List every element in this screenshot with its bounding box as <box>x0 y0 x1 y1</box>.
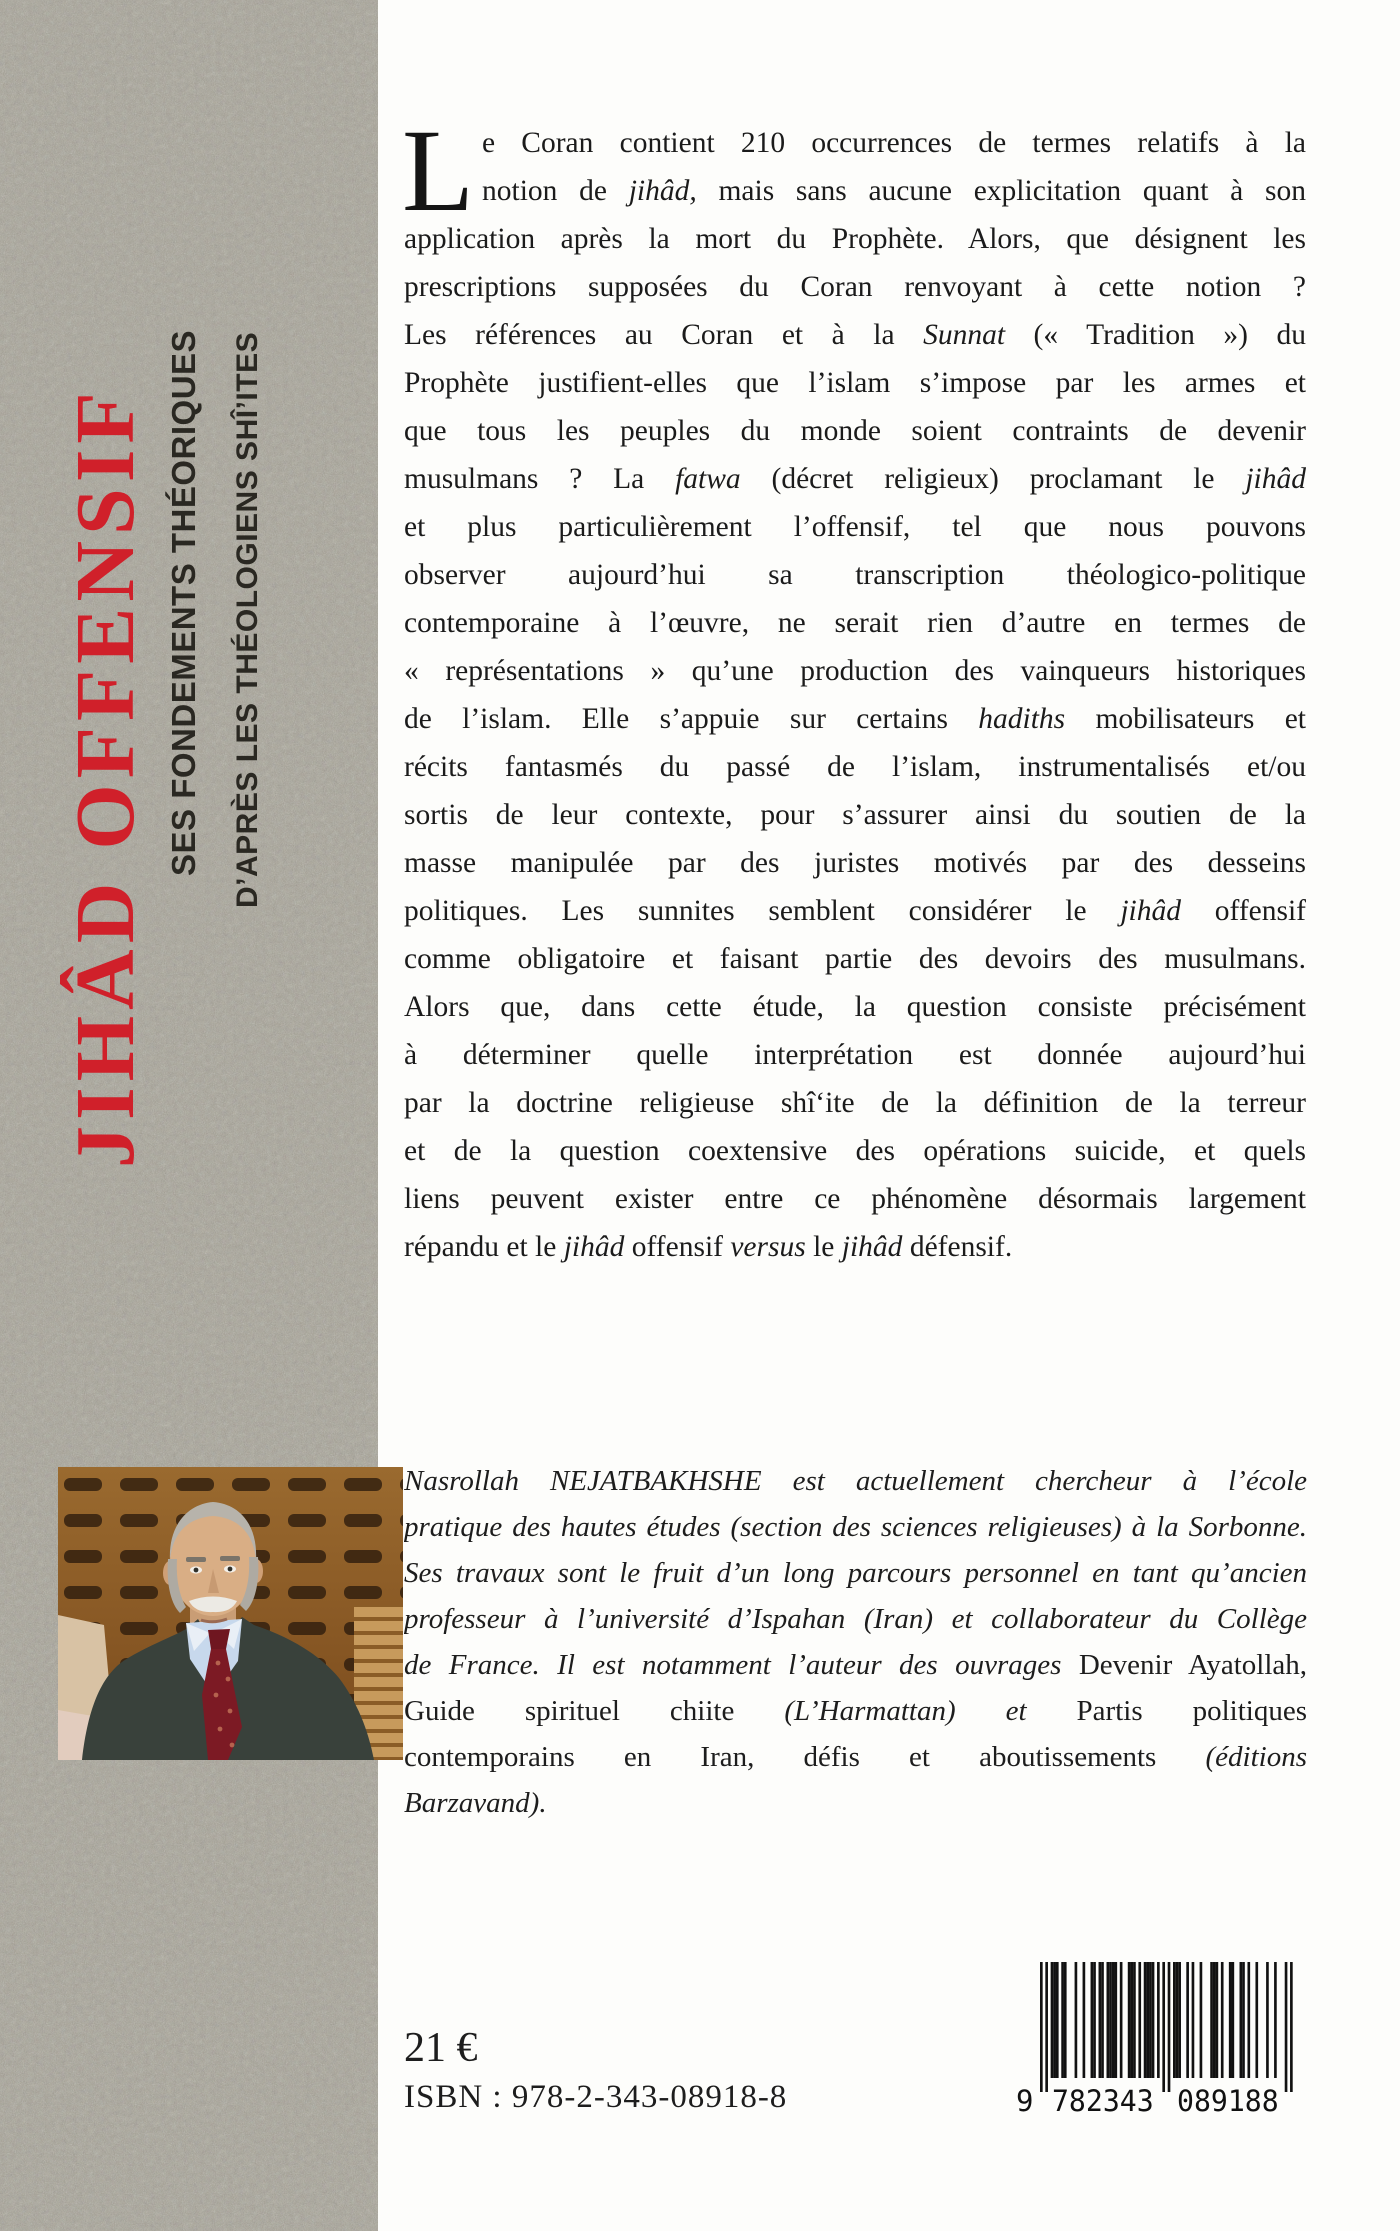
text-line: et plus particulièrement l’offensif, tel que nous pouvons <box>404 511 1306 543</box>
spine-book-title: JIHÂD OFFENSIF <box>59 386 152 1168</box>
price-label: 21 € <box>404 2025 478 2071</box>
isbn-label: ISBN : 978-2-343-08918-8 <box>404 2079 788 2115</box>
text-line: pratique des hautes études (section des sciences religieuses) à la Sorbonne. <box>404 1511 1307 1543</box>
text-line: professeur à l’université d’Ispahan (Iran) et collaborateur du Collège <box>404 1603 1307 1635</box>
text-line: politiques. Les sunnites semblent considérer le jihâd offensif <box>404 895 1306 927</box>
synopsis-text <box>404 119 1306 1271</box>
ean13-barcode <box>1014 1962 1306 2114</box>
text-line: musulmans ? La fatwa (décret religieux) proclamant le jihâd <box>404 463 1306 495</box>
text-line: que tous les peuples du monde soient contraints de devenir <box>404 415 1306 447</box>
text-line: Guide spirituel chiite (L’Harmattan) et Partis politiques <box>404 1695 1307 1727</box>
text-line: Nasrollah NEJATBAKHSHE est actuellement chercheur à l’école <box>404 1465 1307 1497</box>
text-line: Prophète justifient-elles que l’islam s’impose par les armes et <box>404 367 1306 399</box>
synopsis-drop-cap: L <box>402 105 475 236</box>
text-line: à déterminer quelle interprétation est donnée aujourd’hui <box>404 1039 1306 1071</box>
text-line: notion de jihâd, mais sans aucune explicitation quant à son <box>482 175 1306 207</box>
text-line: observer aujourd’hui sa transcription théologico-politique <box>404 559 1306 591</box>
text-line: Barzavand). <box>404 1787 547 1819</box>
text-line: comme obligatoire et faisant partie des devoirs des musulmans. <box>404 943 1306 975</box>
text-line: récits fantasmés du passé de l’islam, instrumentalisés et/ou <box>404 751 1306 783</box>
text-line: et de la question coextensive des opérations suicide, et quels <box>404 1135 1306 1167</box>
text-line: Alors que, dans cette étude, la question consiste précisément <box>404 991 1306 1023</box>
barcode-digits: 782343 <box>1051 2084 1154 2114</box>
text-line: contemporaine à l’œuvre, ne serait rien d’autre en termes de <box>404 607 1306 639</box>
text-line: de France. Il est notamment l’auteur des ouvrages Devenir Ayatollah, <box>404 1649 1307 1681</box>
text-line: sortis de leur contexte, pour s’assurer ainsi du soutien de la <box>404 799 1306 831</box>
text-line: par la doctrine religieuse shî‘ite de la définition de la terreur <box>404 1087 1306 1119</box>
text-line: de l’islam. Elle s’appuie sur certains hadiths mobilisateurs et <box>404 703 1306 735</box>
text-line: application après la mort du Prophète. Alors, que désignent les <box>404 223 1306 255</box>
text-line: répandu et le jihâd offensif versus le jihâd défensif. <box>404 1231 1013 1263</box>
barcode-digits: 089188 <box>1177 2084 1279 2114</box>
spine-subtitle-line1: SES FONDEMENTS THÉORIQUES <box>165 329 202 876</box>
text-line: liens peuvent exister entre ce phénomène désormais largement <box>404 1183 1306 1215</box>
spine-subtitle-line2: D’APRÈS LES THÉOLOGIENS SHÎ’ITES <box>231 331 264 908</box>
text-line: masse manipulée par des juristes motivés par des desseins <box>404 847 1306 879</box>
text-line: Ses travaux sont le fruit d’un long parcours personnel en tant qu’ancien <box>404 1557 1307 1589</box>
text-line: Les références au Coran et à la Sunnat (« Tradition ») du <box>404 319 1306 351</box>
text-line: contemporains en Iran, défis et aboutissements (éditions <box>404 1741 1307 1773</box>
barcode-digits: 9 <box>1016 2084 1034 2114</box>
text-line: e Coran contient 210 occurrences de termes relatifs à la <box>482 127 1306 159</box>
author-bio-text <box>404 1458 1307 1826</box>
text-line: prescriptions supposées du Coran renvoyant à cette notion ? <box>404 271 1306 303</box>
text-line: « représentations » qu’une production des vainqueurs historiques <box>404 655 1306 687</box>
author-photo <box>58 1467 403 1760</box>
